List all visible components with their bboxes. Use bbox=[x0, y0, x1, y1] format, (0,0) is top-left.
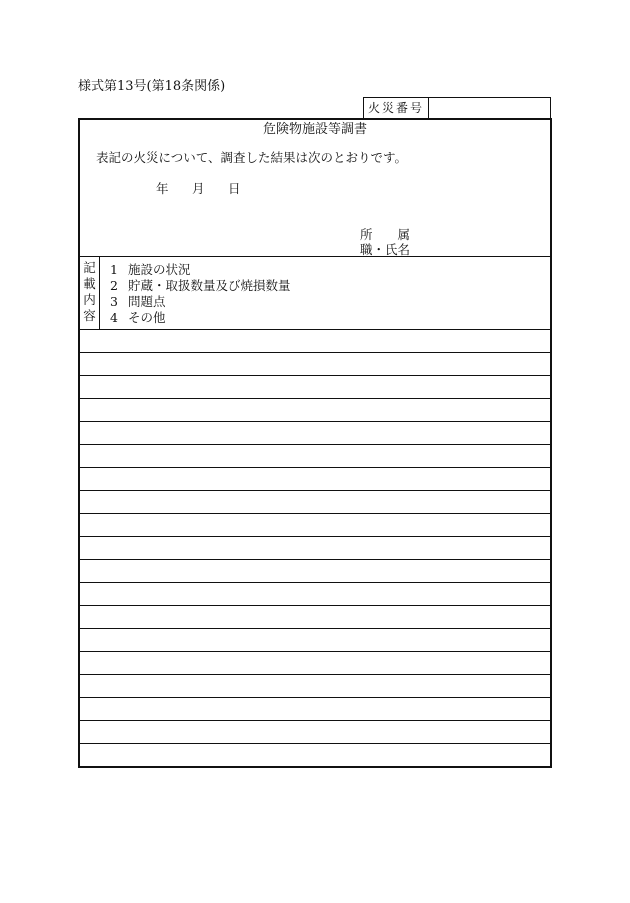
writing-line[interactable] bbox=[80, 628, 550, 629]
intro-text: 表記の火災について、調査した結果は次のとおりです。 bbox=[96, 150, 408, 165]
writing-line[interactable] bbox=[80, 352, 550, 353]
entry-item-text: 施設の状況 bbox=[128, 262, 191, 277]
month-label: 月 bbox=[192, 181, 205, 196]
list-item bbox=[110, 294, 291, 310]
writing-line[interactable] bbox=[80, 375, 550, 376]
entry-label-column bbox=[80, 257, 100, 329]
entry-items bbox=[110, 262, 291, 326]
fire-number-field[interactable] bbox=[429, 98, 550, 118]
name-label: 職・氏名 bbox=[360, 242, 411, 257]
writing-line[interactable] bbox=[80, 559, 550, 560]
form-number: 様式第13号(第18条関係) bbox=[78, 79, 226, 94]
writing-line[interactable] bbox=[80, 398, 550, 399]
entry-label-char: 容 bbox=[83, 308, 96, 323]
entry-item-text: 貯蔵・取扱数量及び焼損数量 bbox=[128, 278, 291, 293]
writing-line[interactable] bbox=[80, 720, 550, 721]
writing-line[interactable] bbox=[80, 674, 550, 675]
day-label: 日 bbox=[228, 181, 241, 196]
entry-item-number: 4 bbox=[110, 310, 118, 325]
writing-line[interactable] bbox=[80, 467, 550, 468]
entry-item-text: 問題点 bbox=[128, 294, 166, 309]
entry-label-char: 載 bbox=[83, 276, 96, 291]
writing-line[interactable] bbox=[80, 329, 550, 330]
list-item bbox=[110, 310, 291, 326]
writing-line[interactable] bbox=[80, 582, 550, 583]
form-frame bbox=[78, 118, 552, 768]
writing-line[interactable] bbox=[80, 605, 550, 606]
entry-item-number: 1 bbox=[110, 262, 118, 277]
list-item bbox=[110, 262, 291, 278]
entry-label-char: 記 bbox=[83, 260, 96, 275]
entry-label-char: 内 bbox=[83, 292, 96, 307]
fire-number-label: 火災番号 bbox=[364, 98, 429, 118]
writing-line[interactable] bbox=[80, 513, 550, 514]
date-row bbox=[156, 181, 264, 197]
writing-line[interactable] bbox=[80, 421, 550, 422]
writing-line[interactable] bbox=[80, 697, 550, 698]
affiliation-label: 所 属 bbox=[360, 227, 411, 242]
entry-section bbox=[80, 257, 550, 329]
writing-line[interactable] bbox=[80, 651, 550, 652]
writing-line[interactable] bbox=[80, 536, 550, 537]
entry-item-number: 2 bbox=[110, 278, 118, 293]
year-label: 年 bbox=[156, 181, 169, 196]
entry-item-text: その他 bbox=[128, 310, 166, 325]
entry-item-number: 3 bbox=[110, 294, 118, 309]
document-title: 危険物施設等調書 bbox=[262, 122, 367, 137]
writing-line[interactable] bbox=[80, 743, 550, 744]
fire-number-box bbox=[363, 97, 551, 118]
list-item bbox=[110, 278, 291, 294]
writing-line[interactable] bbox=[80, 444, 550, 445]
writing-line[interactable] bbox=[80, 490, 550, 491]
